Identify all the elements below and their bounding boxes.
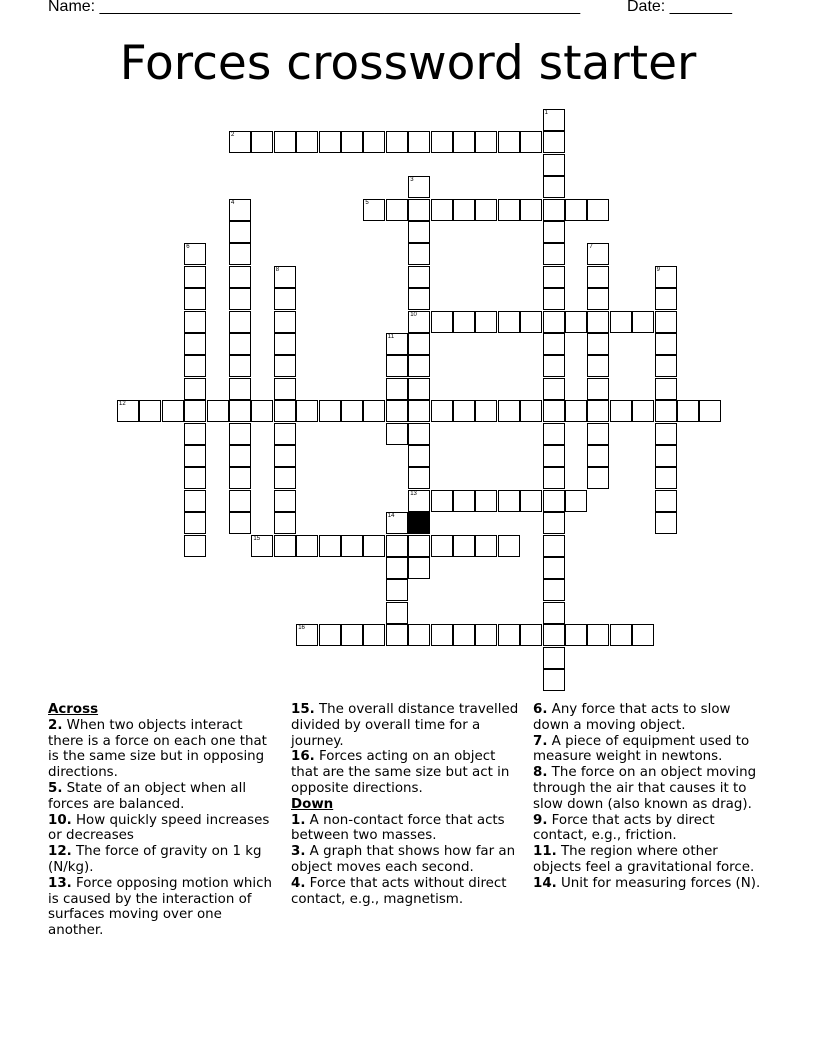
clue-number: 4. bbox=[291, 875, 306, 891]
grid-cell[interactable] bbox=[408, 131, 430, 153]
grid-cell[interactable] bbox=[475, 199, 497, 221]
grid-cell[interactable] bbox=[319, 400, 341, 422]
grid-cell[interactable] bbox=[229, 333, 251, 355]
clues-column-1 bbox=[48, 702, 276, 939]
grid-cell[interactable] bbox=[543, 109, 565, 131]
clue-number-label: 9 bbox=[656, 266, 660, 273]
grid-cell[interactable] bbox=[319, 624, 341, 646]
grid-cell[interactable] bbox=[408, 400, 430, 422]
grid-cell[interactable] bbox=[162, 400, 184, 422]
grid-cell[interactable] bbox=[543, 176, 565, 198]
clue-number-label: 3 bbox=[410, 177, 414, 184]
grid-cell[interactable] bbox=[184, 288, 206, 310]
clue-list-col1 bbox=[48, 718, 276, 939]
grid-cell[interactable] bbox=[408, 333, 430, 355]
grid-cell[interactable] bbox=[587, 311, 609, 333]
grid-cell[interactable] bbox=[565, 490, 587, 512]
grid-cell[interactable] bbox=[431, 535, 453, 557]
clue-number: 14. bbox=[533, 875, 557, 891]
clue-number-label: 13 bbox=[410, 490, 417, 497]
grid-cell[interactable] bbox=[498, 131, 520, 153]
grid-cell[interactable] bbox=[296, 624, 318, 646]
grid-cell[interactable] bbox=[453, 131, 475, 153]
clue-number-label: 12 bbox=[119, 401, 126, 408]
grid-cell[interactable] bbox=[184, 423, 206, 445]
grid-cell[interactable] bbox=[319, 535, 341, 557]
grid-cell[interactable] bbox=[386, 199, 408, 221]
grid-cell[interactable] bbox=[699, 400, 721, 422]
clue-number-label: 8 bbox=[275, 266, 280, 273]
grid-cell[interactable] bbox=[184, 355, 206, 377]
clue-number-label: 16 bbox=[298, 625, 305, 632]
clue-text: Forces acting on an object that are the same size but act in opposite directions. bbox=[291, 749, 510, 796]
grid-cell[interactable] bbox=[565, 400, 587, 422]
grid-cell[interactable] bbox=[274, 131, 296, 153]
grid-cell[interactable] bbox=[587, 266, 609, 288]
grid-cell[interactable] bbox=[229, 512, 251, 534]
grid-cell[interactable] bbox=[229, 400, 251, 422]
grid-cell[interactable] bbox=[565, 624, 587, 646]
page-title: Forces crossword starter bbox=[119, 36, 697, 91]
grid-cell[interactable] bbox=[543, 400, 565, 422]
grid-cell[interactable] bbox=[520, 624, 542, 646]
grid-cell[interactable] bbox=[117, 400, 139, 422]
grid-cell[interactable] bbox=[229, 467, 251, 489]
grid-cell[interactable] bbox=[386, 557, 408, 579]
grid-cell[interactable] bbox=[408, 311, 430, 333]
grid-cell[interactable] bbox=[319, 131, 341, 153]
grid-cell[interactable] bbox=[386, 333, 408, 355]
grid-cell[interactable] bbox=[587, 400, 609, 422]
grid-cell[interactable] bbox=[431, 199, 453, 221]
grid-cell[interactable] bbox=[363, 624, 385, 646]
grid-cell[interactable] bbox=[655, 400, 677, 422]
clue-number: 13. bbox=[48, 875, 72, 891]
grid-cell[interactable] bbox=[184, 378, 206, 400]
clue-item bbox=[533, 765, 768, 812]
clue-number: 8. bbox=[533, 765, 548, 781]
clue-text: Any force that acts to slow down a moving object. bbox=[533, 702, 731, 733]
clue-number-label: 5 bbox=[365, 199, 369, 206]
grid-cell[interactable] bbox=[408, 624, 430, 646]
clue-number-label: 14 bbox=[387, 513, 395, 520]
grid-cell[interactable] bbox=[408, 467, 430, 489]
grid-cell[interactable] bbox=[475, 490, 497, 512]
grid-cell[interactable] bbox=[498, 199, 520, 221]
grid-cell[interactable] bbox=[184, 535, 206, 557]
date-field-label: Date: _______ bbox=[627, 0, 732, 15]
clue-text: How quickly speed increases or decreases bbox=[48, 812, 270, 844]
grid-cell[interactable] bbox=[363, 131, 385, 153]
grid-cell[interactable] bbox=[408, 490, 430, 512]
grid-cell[interactable] bbox=[408, 423, 430, 445]
clue-text: Force that acts without direct contact, e.g., magnetism. bbox=[291, 875, 507, 907]
grid-cell[interactable] bbox=[498, 400, 520, 422]
grid-cell[interactable] bbox=[587, 445, 609, 467]
grid-cell[interactable] bbox=[543, 557, 565, 579]
clue-number: 6. bbox=[533, 702, 548, 717]
clue-number: 12. bbox=[48, 844, 72, 860]
grid-cell[interactable] bbox=[184, 243, 206, 265]
grid-cell[interactable] bbox=[565, 199, 587, 221]
grid-cell[interactable] bbox=[498, 490, 520, 512]
grid-cell[interactable] bbox=[655, 355, 677, 377]
clue-number-label: 11 bbox=[387, 334, 395, 340]
clue-item bbox=[533, 876, 768, 892]
grid-cell[interactable] bbox=[408, 221, 430, 243]
clue-text: State of an object when all forces are balanced. bbox=[48, 780, 247, 812]
grid-cell[interactable] bbox=[386, 423, 408, 445]
grid-cell[interactable] bbox=[274, 535, 296, 557]
grid-cell[interactable] bbox=[453, 311, 475, 333]
clue-number: 3. bbox=[291, 844, 306, 860]
grid-cell[interactable] bbox=[274, 311, 296, 333]
grid-cell[interactable] bbox=[408, 535, 430, 557]
clue-list-col2-bottom bbox=[291, 813, 523, 908]
grid-cell[interactable] bbox=[655, 378, 677, 400]
grid-cell[interactable] bbox=[184, 512, 206, 534]
grid-cell[interactable] bbox=[408, 557, 430, 579]
grid-cell[interactable] bbox=[363, 400, 385, 422]
grid-cell[interactable] bbox=[520, 311, 542, 333]
grid-cell[interactable] bbox=[453, 490, 475, 512]
grid-cell[interactable] bbox=[543, 535, 565, 557]
name-field-label: Name: ______________________________________________________ bbox=[48, 0, 581, 15]
grid-cell[interactable] bbox=[274, 512, 296, 534]
clue-list-col2-top bbox=[291, 702, 523, 797]
grid-cell[interactable] bbox=[655, 423, 677, 445]
across-heading: Across bbox=[48, 702, 99, 717]
grid-cell[interactable] bbox=[184, 266, 206, 288]
grid-cell[interactable] bbox=[610, 400, 632, 422]
grid-cell[interactable] bbox=[363, 199, 385, 221]
clue-number: 15. bbox=[291, 702, 315, 717]
grid-cell[interactable] bbox=[274, 333, 296, 355]
grid-cell[interactable] bbox=[565, 311, 587, 333]
grid-cell[interactable] bbox=[251, 131, 273, 153]
grid-cell[interactable] bbox=[341, 131, 363, 153]
grid-cell[interactable] bbox=[431, 131, 453, 153]
grid-cell[interactable] bbox=[386, 131, 408, 153]
clue-item bbox=[291, 749, 523, 796]
grid-cell[interactable] bbox=[296, 400, 318, 422]
grid-cell[interactable] bbox=[386, 535, 408, 557]
grid-cell[interactable] bbox=[408, 378, 430, 400]
grid-cell[interactable] bbox=[475, 311, 497, 333]
grid-cell[interactable] bbox=[274, 266, 296, 288]
grid-cell[interactable] bbox=[274, 400, 296, 422]
grid-cell[interactable] bbox=[408, 445, 430, 467]
grid-cell[interactable] bbox=[386, 355, 408, 377]
grid-cell[interactable] bbox=[543, 669, 565, 691]
clue-text: The overall distance travelled divided by overall time for a journey. bbox=[291, 702, 519, 749]
grid-cell[interactable] bbox=[229, 221, 251, 243]
grid-cell[interactable] bbox=[655, 333, 677, 355]
grid-cell[interactable] bbox=[184, 311, 206, 333]
clue-number-label: 1 bbox=[544, 110, 548, 116]
grid-cell[interactable] bbox=[453, 624, 475, 646]
grid-cell[interactable] bbox=[184, 333, 206, 355]
grid-cell[interactable] bbox=[207, 400, 229, 422]
clue-item bbox=[533, 734, 768, 766]
grid-cell[interactable] bbox=[587, 423, 609, 445]
grid-cell[interactable] bbox=[453, 199, 475, 221]
grid-cell[interactable] bbox=[274, 490, 296, 512]
grid-cell[interactable] bbox=[543, 423, 565, 445]
clue-number: 10. bbox=[48, 812, 72, 828]
grid-cell-blocked bbox=[408, 512, 430, 534]
grid-cell[interactable] bbox=[520, 131, 542, 153]
grid-cell[interactable] bbox=[229, 288, 251, 310]
grid-cell[interactable] bbox=[386, 512, 408, 534]
grid-cell[interactable] bbox=[632, 624, 654, 646]
clue-number: 2. bbox=[48, 717, 63, 733]
clue-number-label: 6 bbox=[186, 244, 190, 251]
grid-cell[interactable] bbox=[229, 423, 251, 445]
grid-cell[interactable] bbox=[229, 355, 251, 377]
grid-cell[interactable] bbox=[453, 400, 475, 422]
grid-cell[interactable] bbox=[341, 535, 363, 557]
clue-item bbox=[291, 876, 523, 908]
grid-cell[interactable] bbox=[543, 154, 565, 176]
grid-cell[interactable] bbox=[229, 199, 251, 221]
grid-cell[interactable] bbox=[431, 490, 453, 512]
grid-cell[interactable] bbox=[408, 266, 430, 288]
clue-item bbox=[291, 702, 523, 749]
grid-cell[interactable] bbox=[587, 288, 609, 310]
clue-item bbox=[48, 844, 276, 876]
grid-cell[interactable] bbox=[251, 400, 273, 422]
grid-cell[interactable] bbox=[655, 512, 677, 534]
grid-cell[interactable] bbox=[184, 490, 206, 512]
grid-cell[interactable] bbox=[610, 624, 632, 646]
grid-cell[interactable] bbox=[543, 512, 565, 534]
grid-cell[interactable] bbox=[408, 288, 430, 310]
grid-cell[interactable] bbox=[229, 378, 251, 400]
clue-item bbox=[533, 702, 768, 734]
grid-cell[interactable] bbox=[475, 131, 497, 153]
clue-number: 16. bbox=[291, 749, 315, 765]
clue-text: A non-contact force that acts between two masses. bbox=[291, 812, 505, 844]
grid-cell[interactable] bbox=[543, 467, 565, 489]
clue-item bbox=[48, 781, 276, 813]
grid-cell[interactable] bbox=[655, 445, 677, 467]
grid-cell[interactable] bbox=[587, 355, 609, 377]
grid-cell[interactable] bbox=[632, 400, 654, 422]
grid-cell[interactable] bbox=[229, 243, 251, 265]
grid-cell[interactable] bbox=[453, 535, 475, 557]
grid-cell[interactable] bbox=[408, 243, 430, 265]
clue-item bbox=[48, 813, 276, 845]
grid-cell[interactable] bbox=[386, 602, 408, 624]
clue-number: 9. bbox=[533, 812, 548, 828]
clue-number: 7. bbox=[533, 733, 548, 749]
grid-cell[interactable] bbox=[543, 243, 565, 265]
grid-cell[interactable] bbox=[543, 266, 565, 288]
clue-item bbox=[48, 718, 276, 781]
grid-cell[interactable] bbox=[543, 378, 565, 400]
clues-column-3 bbox=[533, 702, 768, 892]
grid-cell[interactable] bbox=[184, 400, 206, 422]
clue-text: The force on an object moving through the air that causes it to slow down (also known as drag). bbox=[533, 765, 757, 812]
grid-cell[interactable] bbox=[498, 535, 520, 557]
clue-item bbox=[291, 844, 523, 876]
grid-cell[interactable] bbox=[520, 199, 542, 221]
grid-cell[interactable] bbox=[543, 602, 565, 624]
grid-cell[interactable] bbox=[229, 266, 251, 288]
grid-cell[interactable] bbox=[610, 311, 632, 333]
grid-cell[interactable] bbox=[296, 535, 318, 557]
grid-cell[interactable] bbox=[655, 288, 677, 310]
clue-number-label: 2 bbox=[231, 132, 235, 139]
clue-number-label: 15 bbox=[253, 535, 261, 542]
grid-cell[interactable] bbox=[655, 490, 677, 512]
grid-cell[interactable] bbox=[386, 624, 408, 646]
grid-cell[interactable] bbox=[543, 333, 565, 355]
grid-cell[interactable] bbox=[520, 400, 542, 422]
clue-number-label: 10 bbox=[410, 311, 417, 318]
grid-cell[interactable] bbox=[386, 378, 408, 400]
grid-cell[interactable] bbox=[341, 400, 363, 422]
clue-item bbox=[533, 813, 768, 845]
clue-item bbox=[533, 844, 768, 876]
grid-cell[interactable] bbox=[274, 355, 296, 377]
grid-cell[interactable] bbox=[543, 647, 565, 669]
grid-cell[interactable] bbox=[587, 199, 609, 221]
grid-cell[interactable] bbox=[139, 400, 161, 422]
clue-text: Force opposing motion which is caused by the interaction of surfaces moving over one another. bbox=[48, 875, 272, 939]
clues-column-2 bbox=[291, 702, 523, 907]
grid-cell[interactable] bbox=[386, 400, 408, 422]
grid-cell[interactable] bbox=[655, 311, 677, 333]
clue-number: 5. bbox=[48, 780, 63, 796]
grid-cell[interactable] bbox=[251, 535, 273, 557]
grid-cell[interactable] bbox=[498, 624, 520, 646]
grid-cell[interactable] bbox=[475, 400, 497, 422]
grid-cell[interactable] bbox=[341, 624, 363, 646]
clue-text: A piece of equipment used to measure weight in newtons. bbox=[533, 733, 750, 765]
clue-item bbox=[48, 876, 276, 939]
grid-cell[interactable] bbox=[431, 400, 453, 422]
grid-cell[interactable] bbox=[184, 445, 206, 467]
grid-cell[interactable] bbox=[498, 311, 520, 333]
grid-cell[interactable] bbox=[431, 624, 453, 646]
grid-cell[interactable] bbox=[408, 199, 430, 221]
grid-cell[interactable] bbox=[229, 311, 251, 333]
grid-cell[interactable] bbox=[184, 467, 206, 489]
grid-cell[interactable] bbox=[543, 624, 565, 646]
grid-cell[interactable] bbox=[677, 400, 699, 422]
grid-cell[interactable] bbox=[296, 131, 318, 153]
clue-text: The force of gravity on 1 kg (N/kg). bbox=[48, 844, 262, 875]
grid-cell[interactable] bbox=[543, 579, 565, 601]
clue-list-col3 bbox=[533, 702, 768, 892]
grid-cell[interactable] bbox=[587, 333, 609, 355]
grid-cell[interactable] bbox=[632, 311, 654, 333]
grid-cell[interactable] bbox=[475, 535, 497, 557]
grid-cell[interactable] bbox=[274, 288, 296, 310]
grid-cell[interactable] bbox=[543, 311, 565, 333]
clue-item bbox=[291, 813, 523, 845]
clue-text: The region where other objects feel a gravitational force. bbox=[533, 844, 755, 875]
grid-cell[interactable] bbox=[543, 445, 565, 467]
grid-cell[interactable] bbox=[408, 355, 430, 377]
grid-cell[interactable] bbox=[274, 378, 296, 400]
clue-text: Unit for measuring forces (N). bbox=[556, 875, 761, 891]
grid-cell[interactable] bbox=[408, 176, 430, 198]
clue-number: 11. bbox=[533, 844, 557, 860]
grid-cell[interactable] bbox=[587, 624, 609, 646]
grid-cell[interactable] bbox=[587, 378, 609, 400]
grid-cell[interactable] bbox=[274, 423, 296, 445]
clue-text: A graph that shows how far an object moves each second. bbox=[291, 844, 516, 875]
grid-cell[interactable] bbox=[543, 221, 565, 243]
clue-text: When two objects interact there is a force on each one that is the same size but in opposing directions. bbox=[48, 717, 267, 781]
grid-cell[interactable] bbox=[543, 355, 565, 377]
grid-cell[interactable] bbox=[386, 579, 408, 601]
grid-cell[interactable] bbox=[229, 445, 251, 467]
grid-cell[interactable] bbox=[543, 490, 565, 512]
clue-number-label: 4 bbox=[231, 199, 235, 206]
grid-cell[interactable] bbox=[475, 624, 497, 646]
grid-cell[interactable] bbox=[543, 131, 565, 153]
grid-cell[interactable] bbox=[229, 490, 251, 512]
grid-cell[interactable] bbox=[587, 467, 609, 489]
down-heading: Down bbox=[291, 796, 334, 812]
clue-text: Force that acts by direct contact, e.g., friction. bbox=[533, 812, 715, 844]
grid-cell[interactable] bbox=[587, 243, 609, 265]
grid-cell[interactable] bbox=[543, 288, 565, 310]
grid-cell[interactable] bbox=[655, 467, 677, 489]
grid-cell[interactable] bbox=[363, 535, 385, 557]
clue-number-label: 7 bbox=[589, 244, 593, 251]
grid-cell[interactable] bbox=[655, 266, 677, 288]
grid-cell[interactable] bbox=[274, 467, 296, 489]
grid-cell[interactable] bbox=[229, 131, 251, 153]
grid-cell[interactable] bbox=[431, 311, 453, 333]
grid-cell[interactable] bbox=[274, 445, 296, 467]
grid-cell[interactable] bbox=[543, 199, 565, 221]
clue-number: 1. bbox=[291, 812, 306, 828]
grid-cell[interactable] bbox=[520, 490, 542, 512]
